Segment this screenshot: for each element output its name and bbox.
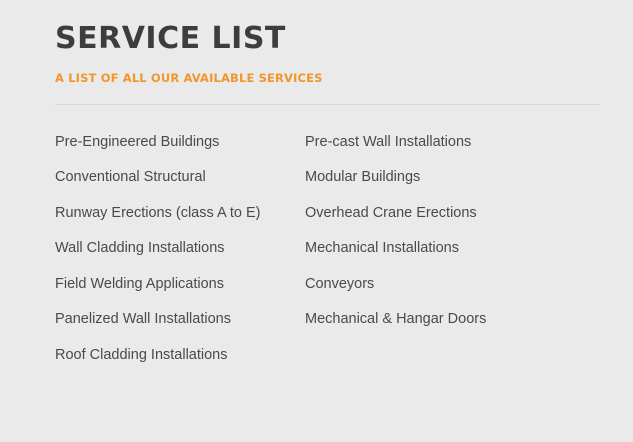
list-item: Panelized Wall Installations <box>55 311 231 327</box>
list-item: Field Welding Applications <box>55 275 224 292</box>
services-column-left <box>55 135 305 384</box>
list-item: Pre-cast Wall Installations <box>305 133 472 150</box>
list-item: Conveyors <box>305 275 375 292</box>
header-divider <box>55 104 600 105</box>
list-item: Modular Buildings <box>305 169 421 185</box>
list-item: Wall Cladding Installations <box>55 240 225 256</box>
list-item: Overhead Crane Erections <box>305 204 477 221</box>
list-item: Roof Cladding Installations <box>55 346 228 363</box>
services-columns <box>55 135 600 384</box>
list-item: Mechanical Installations <box>305 240 459 256</box>
list-item: Pre-Engineered Buildings <box>55 133 220 150</box>
page-title: SERVICE LIST <box>55 21 286 56</box>
list-item: Conventional Structural <box>55 169 206 185</box>
content-container <box>55 22 600 383</box>
services-column-right <box>305 135 585 384</box>
list-item: Mechanical & Hangar Doors <box>305 311 487 327</box>
list-item: Runway Erections (class A to E) <box>55 204 261 221</box>
page-subtitle: A LIST OF ALL OUR AVAILABLE SERVICES <box>55 70 323 85</box>
